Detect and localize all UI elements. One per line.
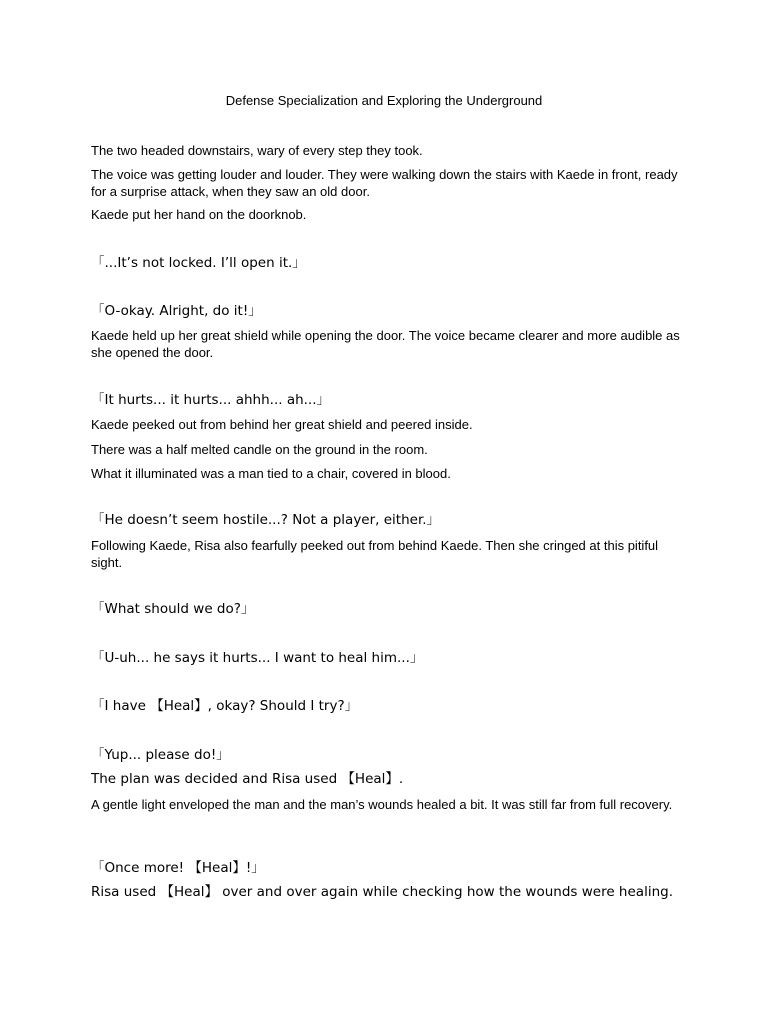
dialogue-line-8: 「Yup... please do!」 [91, 747, 230, 763]
dialogue-line-1: 「...It’s not locked. I’ll open it.」 [91, 255, 306, 271]
paragraph-4: Kaede held up her great shield while opening the door. The voice became clearer and more audible as she opened the door. [91, 328, 680, 360]
paragraph-1: The two headed downstairs, wary of every step they took. [91, 143, 423, 158]
dialogue-line-7: 「I have 【Heal】, okay? Should I try?」 [91, 698, 359, 714]
paragraph-8: Following Kaede, Risa also fearfully peeked out from behind Kaede. Then she cringed at this pitiful sight. [91, 538, 659, 570]
paragraph-5: Kaede peeked out from behind her great shield and peered inside. [91, 417, 473, 432]
paragraph-7: What it illuminated was a man tied to a chair, covered in blood. [91, 466, 451, 481]
paragraph-9: The plan was decided and Risa used 【Heal】. [91, 771, 404, 787]
paragraph-6: There was a half melted candle on the ground in the room. [91, 442, 428, 457]
paragraph-11: Risa used 【Heal】 over and over again while checking how the wounds were healing. [91, 884, 673, 900]
dialogue-line-5: 「What should we do?」 [91, 601, 255, 617]
dialogue-line-6: 「U-uh... he says it hurts... I want to heal him...」 [91, 650, 424, 666]
paragraph-3: Kaede put her hand on the doorknob. [91, 207, 307, 222]
paragraph-10: A gentle light enveloped the man and the man’s wounds healed a bit. It was still far from full recovery. [91, 797, 673, 812]
dialogue-line-2: 「O-okay. Alright, do it!」 [91, 303, 262, 319]
dialogue-line-4: 「He doesn’t seem hostile...? Not a player, either.」 [91, 512, 441, 528]
dialogue-line-9: 「Once more! 【Heal】!」 [91, 860, 265, 876]
document-title: Defense Specialization and Exploring the Underground [225, 93, 543, 108]
paragraph-2: The voice was getting louder and louder. They were walking down the stairs with Kaede in front, ready for a surprise attack, when they saw an old door. [91, 167, 678, 199]
dialogue-line-3: 「It hurts... it hurts... ahhh... ah...」 [91, 392, 331, 408]
